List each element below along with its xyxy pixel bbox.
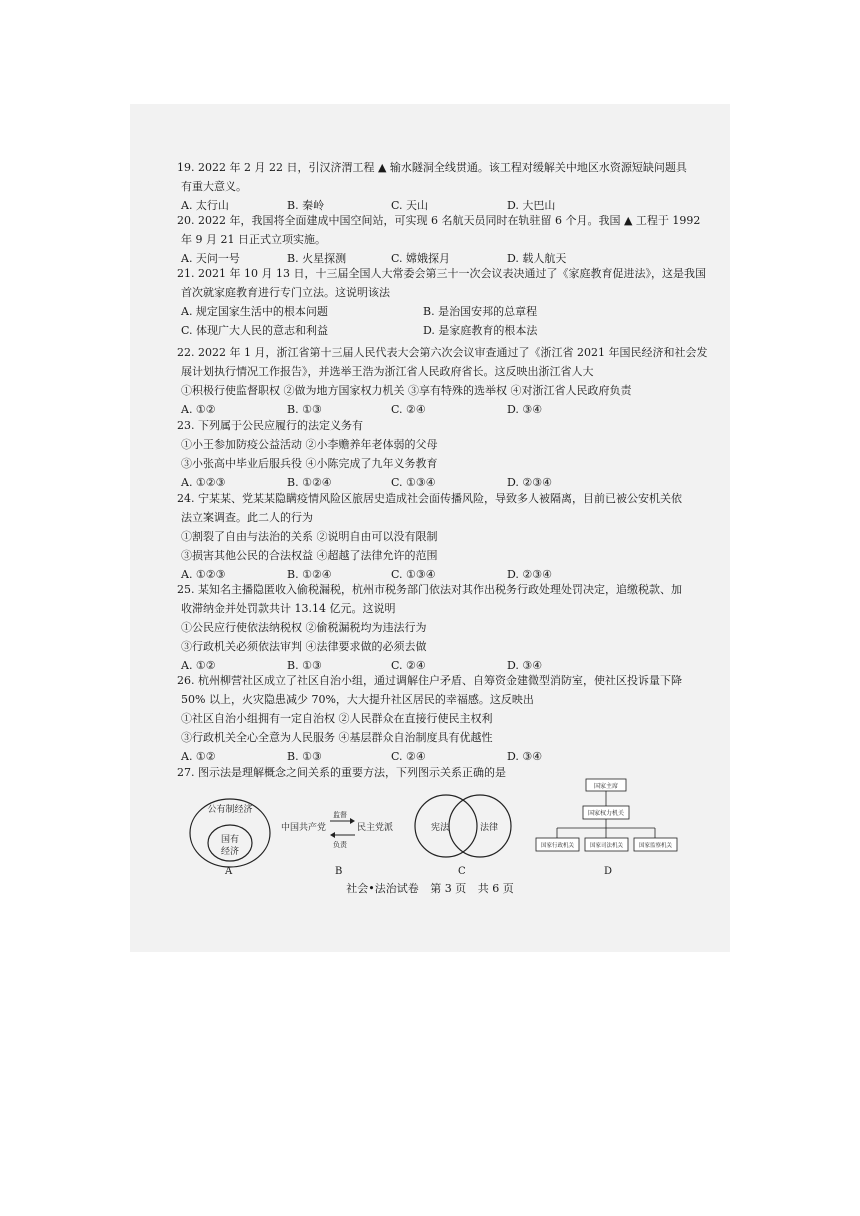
fig-d-b2-label: 国家司法机关 xyxy=(589,843,624,849)
fig-a-inner-label-1: 国有 xyxy=(220,835,240,845)
answer-option: B. ①②④ xyxy=(287,568,332,581)
question-line: 法立案调查。此二人的行为 xyxy=(181,511,313,524)
question-line: ③损害其他公民的合法权益 ④超越了法律允许的范围 xyxy=(181,549,438,562)
question-line: 19. 2022 年 2 月 22 日，引汉济渭工程 ▲ 输水隧洞全线贯通。该工程对缓解关中地区水资源短缺问题具 xyxy=(177,161,687,174)
figure-b xyxy=(278,805,398,855)
figure-d xyxy=(535,776,685,856)
question-q21 xyxy=(177,264,706,340)
options-row xyxy=(177,302,697,321)
question-line: 首次就家庭教育进行专门立法。这说明该法 xyxy=(181,286,390,299)
fig-d-b1-label: 国家行政机关 xyxy=(540,843,575,849)
question-line: ①社区自治小组拥有一定自治权 ②人民群众在直接行使民主权利 xyxy=(181,712,493,725)
answer-option: B. 秦岭 xyxy=(287,199,325,212)
question-line: 50% 以上，火灾隐患减少 70%，大大提升社区居民的幸福感。这反映出 xyxy=(181,693,534,706)
answer-option: C. ①③④ xyxy=(391,568,436,581)
fig-d-b3-label: 国家监察机关 xyxy=(638,843,673,849)
options-row xyxy=(177,321,697,340)
question-line: ③行政机关必须依法审判 ④法律要求做的必须去做 xyxy=(181,640,427,653)
answer-option: A. ①② xyxy=(181,659,216,672)
question-q20 xyxy=(177,211,701,268)
page-footer xyxy=(0,880,860,896)
fig-b-top-arrow-label: 监督 xyxy=(333,811,347,819)
answer-option: C. 嫦娥探月 xyxy=(391,252,451,265)
question-line: 年 9 月 21 日正式立项实施。 xyxy=(181,233,326,246)
answer-option: A. ①②③ xyxy=(181,568,226,581)
answer-option: A. ①② xyxy=(181,750,216,763)
question-line: 收滞纳金并处罚款共计 13.14 亿元。这说明 xyxy=(181,602,396,615)
question-line: 25. 某知名主播隐匿收入偷税漏税，杭州市税务部门依法对其作出税务行政处理处罚决定，追缴税款、加 xyxy=(177,583,682,596)
fig-d-label: D xyxy=(604,866,613,877)
answer-option: D. 是家庭教育的根本法 xyxy=(423,324,538,337)
answer-option: D. ②③④ xyxy=(507,476,553,489)
fig-a-outer-label: 公有制经济 xyxy=(207,805,253,815)
answer-option: B. ①③ xyxy=(287,403,322,416)
answer-option: C. ②④ xyxy=(391,403,426,416)
fig-b-left-label: 中国共产党 xyxy=(281,823,327,833)
fig-a-label: A xyxy=(225,866,233,877)
fig-b-right-label: 民主党派 xyxy=(357,823,394,833)
answer-option: B. ①③ xyxy=(287,750,322,763)
answer-option: B. ①②④ xyxy=(287,476,332,489)
question-q26 xyxy=(177,671,697,766)
question-line: ①积极行使监督职权 ②做为地方国家权力机关 ③享有特殊的选举权 ④对浙江省人民政府负责 xyxy=(181,384,632,397)
question-line: ①小王参加防疫公益活动 ②小李赡养年老体弱的父母 xyxy=(181,438,438,451)
answer-option: B. 火星探测 xyxy=(287,252,347,265)
question-q23 xyxy=(177,416,697,492)
question-line: 展计划执行情况工作报告》，并选举王浩为浙江省人民政府省长。这反映出浙江省人大 xyxy=(181,365,594,378)
question-q24 xyxy=(177,489,697,584)
fig-c-right-label: 法律 xyxy=(480,823,499,833)
supervise-arrowhead xyxy=(350,818,355,824)
answer-option: D. ②③④ xyxy=(507,568,553,581)
question-line: 23. 下列属于公民应履行的法定义务有 xyxy=(177,419,363,432)
fig-d-top-label: 国家主席 xyxy=(593,783,619,790)
answer-option: D. 大巴山 xyxy=(507,199,556,212)
question-line: 24. 宁某某、党某某隐瞒疫情风险区旅居史造成社会面传播风险，导致多人被隔离，目前已被公安机关依 xyxy=(177,492,682,505)
fig-b-bottom-arrow-label: 负责 xyxy=(333,841,347,849)
question-q22 xyxy=(177,343,708,419)
footer-total: 共 6 页 xyxy=(477,882,514,895)
answer-option: A. ①②③ xyxy=(181,476,226,489)
question-line: 22. 2022 年 1 月，浙江省第十三届人民代表大会第六次会议审查通过了《浙江省 2021 年国民经济和社会发 xyxy=(177,346,708,359)
question-line: 21. 2021 年 10 月 13 日，十三届全国人大常委会第三十一次会议表决通过了《家庭教育促进法》，这是我国 xyxy=(177,267,706,280)
question-line: ①割裂了自由与法治的关系 ②说明自由可以没有限制 xyxy=(181,530,438,543)
fig-a-inner-label-2: 经济 xyxy=(220,847,240,857)
footer-page: 第 3 页 xyxy=(430,882,467,895)
figure-a xyxy=(185,795,285,875)
question-line: 有重大意义。 xyxy=(181,180,247,193)
fig-c-label: C xyxy=(458,866,466,877)
figure-c xyxy=(408,790,518,862)
fig-b-label: B xyxy=(335,866,343,877)
question-line: ③行政机关全心全意为人民服务 ④基层群众自治制度具有优越性 xyxy=(181,731,493,744)
answer-option: B. ①③ xyxy=(287,659,322,672)
question-line: 27. 图示法是理解概念之间关系的重要方法，下列图示关系正确的是 xyxy=(177,766,506,779)
answer-option: C. ②④ xyxy=(391,750,426,763)
fig-d-middle-label: 国家权力机关 xyxy=(587,810,625,817)
answer-option: A. 天问一号 xyxy=(181,252,240,265)
responsible-arrowhead xyxy=(330,832,335,838)
answer-option: C. 天山 xyxy=(391,199,429,212)
question-line: 26. 杭州柳营社区成立了社区自治小组，通过调解住户矛盾、自筹资金建微型消防室，使社区投诉量下降 xyxy=(177,674,682,687)
fig-c-left-label: 宪法 xyxy=(431,823,450,833)
answer-option: D. ③④ xyxy=(507,750,543,763)
answer-option: A. 规定国家生活中的根本问题 xyxy=(181,305,328,318)
answer-option: C. ②④ xyxy=(391,659,426,672)
answer-option: D. ③④ xyxy=(507,659,543,672)
answer-option: D. 载人航天 xyxy=(507,252,567,265)
footer-subject: 社会•法治试卷 xyxy=(346,882,419,895)
answer-option: A. 太行山 xyxy=(181,199,229,212)
question-line: 20. 2022 年，我国将全面建成中国空间站，可实现 6 名航天员同时在轨驻留 6 个月。我国 ▲ 工程于 1992 xyxy=(177,214,701,227)
question-line: ①公民应行使依法纳税权 ②偷税漏税均为违法行为 xyxy=(181,621,427,634)
answer-option: C. ①③④ xyxy=(391,476,436,489)
question-q25 xyxy=(177,580,697,675)
answer-option: C. 体现广大人民的意志和利益 xyxy=(181,324,329,337)
answer-option: A. ①② xyxy=(181,403,216,416)
question-line: ③小张高中毕业后服兵役 ④小陈完成了九年义务教育 xyxy=(181,457,438,470)
answer-option: B. 是治国安邦的总章程 xyxy=(423,305,538,318)
answer-option: D. ③④ xyxy=(507,403,543,416)
question-q19 xyxy=(177,158,697,215)
